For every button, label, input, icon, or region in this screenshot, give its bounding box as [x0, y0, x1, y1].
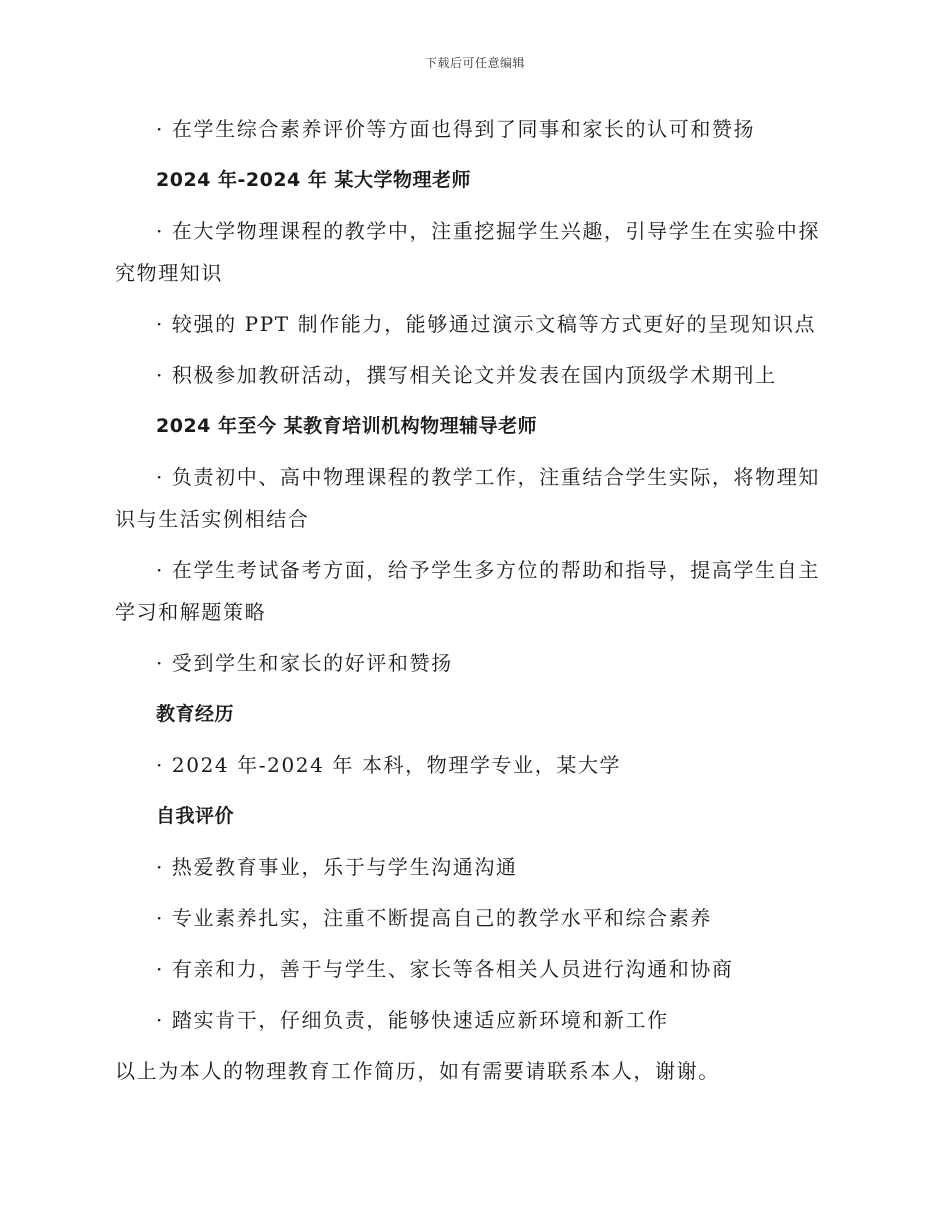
closing-paragraph: 以上为本人的物理教育工作简历，如有需要请联系本人，谢谢。 [115, 1059, 720, 1083]
bullet-paragraph: · 较强的 PPT 制作能力，能够通过演示文稿等方式更好的呈现知识点 [156, 312, 817, 336]
bullet-paragraph: · 踏实肯干，仔细负责，能够快速适应新环境和新工作 [156, 1008, 669, 1032]
bullet-paragraph: · 受到学生和家长的好评和赞扬 [156, 651, 453, 675]
bullet-paragraph: · 热爱教育事业，乐于与学生沟通沟通 [156, 855, 518, 879]
bullet-paragraph: · 有亲和力，善于与学生、家长等各相关人员进行沟通和协商 [156, 957, 734, 981]
document-body [115, 108, 827, 1101]
bullet-paragraph: · 在大学物理课程的教学中，注重挖掘学生兴趣，引导学生在实验中探究物理知识 [115, 219, 820, 285]
bullet-paragraph: · 2024 年-2024 年 本科，物理学专业，某大学 [156, 753, 622, 777]
section-heading: 2024 年至今 某教育培训机构物理辅导老师 [156, 415, 538, 437]
bullet-paragraph: · 在学生综合素养评价等方面也得到了同事和家长的认可和赞扬 [156, 117, 756, 141]
section-heading: 教育经历 [156, 703, 235, 725]
bullet-paragraph: · 积极参加教研活动，撰写相关论文并发表在国内顶级学术期刊上 [156, 363, 777, 387]
bullet-paragraph: · 在学生考试备考方面，给予学生多方位的帮助和指导，提高学生自主学习和解题策略 [115, 558, 820, 624]
bullet-paragraph: · 负责初中、高中物理课程的教学工作，注重结合学生实际，将物理知识与生活实例相结合 [115, 465, 820, 531]
section-heading: 2024 年-2024 年 某大学物理老师 [156, 169, 471, 191]
section-heading: 自我评价 [156, 805, 235, 827]
bullet-paragraph: · 专业素养扎实，注重不断提高自己的教学水平和综合素养 [156, 906, 712, 930]
header-note: 下载后可任意编辑 [424, 56, 525, 70]
